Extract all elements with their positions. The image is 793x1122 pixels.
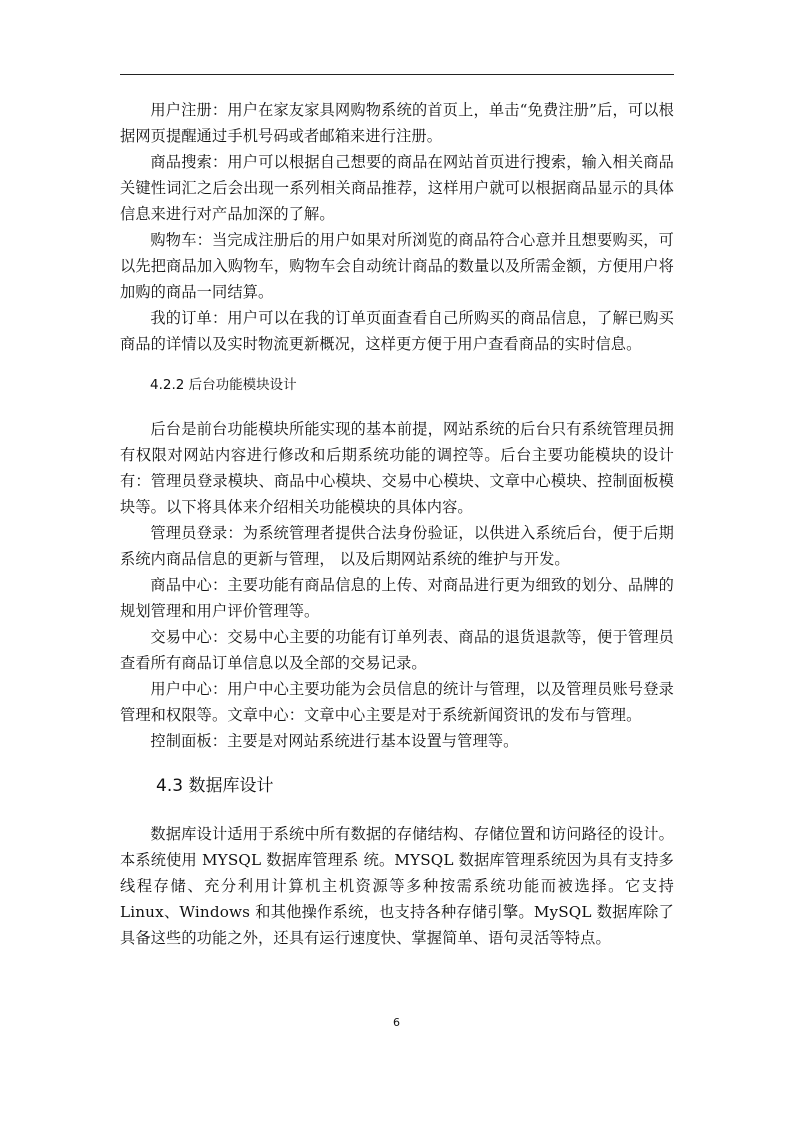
section-heading-4-2-2: 4.2.2 后台功能模块设计 bbox=[150, 377, 297, 393]
paragraph-database-design: 数据库设计适用于系统中所有数据的存储结构、存储位置和访问路径的设计。本系统使用 MYSQL 数据库管理系 统。MYSQL 数据库管理系统因为具有支持多线程存储、充分利用计算机主机资源等多种按需系统功能而被选择。它支持 Linux、Windows 和其他操作系统，也支持各种存储引擎。MySQL 数据库除了具备这些的功能之外，还具有运行速度快、掌握简单、语句灵活等特点。 bbox=[120, 825, 674, 947]
paragraph-user-center: 用户中心：用户中心主要功能为会员信息的统计与管理，以及管理员账号登录管理和权限等。文章中心：文章中心主要是对于系统新闻资讯的发布与管理。 bbox=[120, 680, 674, 724]
paragraph-product-center: 商品中心：主要功能有商品信息的上传、对商品进行更为细致的划分、品牌的规划管理和用户评价管理等。 bbox=[120, 576, 674, 620]
paragraph-my-orders: 我的订单：用户可以在我的订单页面查看自己所购买的商品信息，了解已购买商品的详情以及实时物流更新概况，这样更方便于用户查看商品的实时信息。 bbox=[120, 309, 674, 353]
paragraph-product-search: 商品搜索：用户可以根据自己想要的商品在网站首页进行搜索，输入相关商品关键性词汇之后会出现一系列相关商品推荐，这样用户就可以根据商品显示的具体信息来进行对产品加深的了解。 bbox=[120, 153, 674, 223]
paragraph-shopping-cart: 购物车：当完成注册后的用户如果对所浏览的商品符合心意并且想要购买，可以先把商品加入购物车，购物车会自动统计商品的数量以及所需金额，方便用户将加购的商品一同结算。 bbox=[120, 231, 674, 301]
header-rule bbox=[120, 74, 674, 75]
paragraph-user-registration: 用户注册：用户在家友家具网购物系统的首页上，单击“免费注册”后，可以根据网页提醒通过手机号码或者邮箱来进行注册。 bbox=[120, 101, 674, 145]
paragraph-trade-center: 交易中心：交易中心主要的功能有订单列表、商品的退货退款等，便于管理员查看所有商品订单信息以及全部的交易记录。 bbox=[120, 628, 674, 672]
paragraph-admin-login: 管理员登录：为系统管理者提供合法身份验证，以供进入系统后台，便于后期系统内商品信息的更新与管理， 以及后期网站系统的维护与开发。 bbox=[120, 524, 674, 568]
paragraph-control-panel: 控制面板：主要是对网站系统进行基本设置与管理等。 bbox=[150, 732, 519, 750]
paragraph-backend-intro: 后台是前台功能模块所能实现的基本前提，网站系统的后台只有系统管理员拥有权限对网站内容进行修改和后期系统功能的调控等。后台主要功能模块的设计有：管理员登录模块、商品中心模块、交易中心模块、文章中心模块、控制面板模块等。以下将具体来介绍相关功能模块的具体内容。 bbox=[120, 420, 674, 516]
page-number: 6 bbox=[393, 1016, 400, 1029]
page-content bbox=[120, 97, 674, 951]
section-heading-4-3: 4.3 数据库设计 bbox=[156, 776, 274, 796]
